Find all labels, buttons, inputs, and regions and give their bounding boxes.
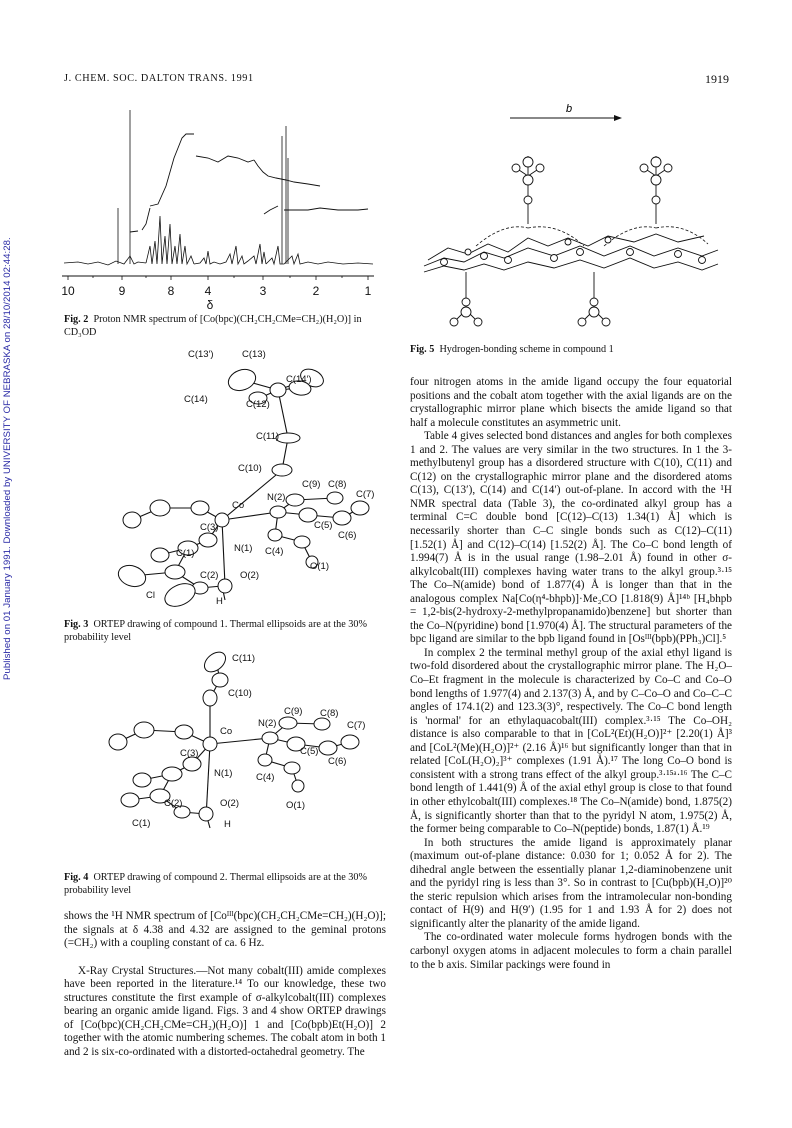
- page-number: 1919: [705, 72, 729, 86]
- atom-label: Cl: [146, 590, 155, 601]
- nmr-axis-symbol: δ: [206, 298, 214, 311]
- atom-label: C(1): [132, 818, 151, 829]
- atom-label: C(6): [328, 756, 347, 767]
- paragraph: In complex 2 the terminal methyl group of the axial ethyl ligand is two-fold disordered about the crystallographic mirror plane. The H₂O–Co–Et fragment in the molecule is characterized by Co–C and Co–O bond lengths of 1.977(4) and 2.137(3) Å, and by C–Co–O and Co–C–C angles of 174.1(2) and 123.3(3)°, respectively. The Co–C bond length is 'normal' for an ethylaquacobalt(III) complex.³·¹⁵ The Co–OH₂ distance is also comparable to that in [CoL²(Et)(H₂O)]²⁺ [2.20(1) Å]³ and [CoL²(Me)(H₂O)]²⁺ (2.16 Å)¹⁶ but significantly longer than that in related [CoL(H₂O)₂]³⁺ complexes (1.91 Å).¹⁷ The long Co–O bond is consistent with a strong trans effect of the alkyl group.³·¹⁵ᵃ·¹⁶ The C–C bond length of 1.441(9) Å of the axial ethyl group is close to that found in other ethylcobalt(III) complexes.¹⁸ The Co–N(amide) bond, 1.875(2) Å, is significantly shorter than that to the pyridyl N atom, 1.975(2) Å, the former being comparable to Co–N(peptide) bonds, 1.87(1) Å.¹⁹: [410, 646, 732, 836]
- atom-label: N(1): [214, 768, 233, 779]
- fig3-caption: [64, 619, 384, 644]
- atom-label: C(7): [347, 720, 366, 731]
- atom-label: C(8): [320, 708, 339, 719]
- atom-label: C(4): [265, 546, 284, 557]
- atom-label: C(10): [228, 688, 252, 699]
- hydrogen-bonding-scheme: [408, 96, 728, 341]
- nmr-tick: 2: [312, 284, 320, 298]
- fig2-caption-text: Proton NMR spectrum of [Co(bpc)(CH₂CH₂CMe=CH₂)(H₂O)] in CD₃OD: [64, 314, 362, 338]
- fig4-caption-text: ORTEP drawing of compound 2. Thermal ellipsoids are at the 30% probability level: [64, 872, 367, 896]
- fig3-caption-text: ORTEP drawing of compound 1. Thermal ellipsoids are at the 30% probability level: [64, 619, 367, 643]
- atom-label: O(1): [286, 800, 305, 811]
- nmr-tick: 10: [61, 284, 75, 298]
- nmr-spectrum: [58, 96, 378, 311]
- atom-label: C(9): [302, 479, 321, 490]
- atom-label: O(2): [220, 798, 239, 809]
- atom-label: C(10): [238, 463, 262, 474]
- atom-label: C(12): [246, 399, 270, 410]
- right-column-text: [410, 376, 732, 972]
- fig4-caption-label: Fig. 4: [64, 872, 89, 883]
- atom-label: N(1): [234, 543, 253, 554]
- fig5-caption: [410, 344, 730, 357]
- atom-label: C(11): [256, 431, 280, 442]
- atom-label: C(8): [328, 479, 347, 490]
- left-column-text: [64, 910, 386, 1059]
- atom-label: O(1): [310, 561, 329, 572]
- fig3-caption-label: Fig. 3: [64, 619, 89, 630]
- fig5-caption-label: Fig. 5: [410, 344, 435, 355]
- nmr-tick: 1: [364, 284, 372, 298]
- atom-label: N(2): [267, 492, 286, 503]
- atom-label: C(4): [256, 772, 275, 783]
- atom-label: C(9): [284, 706, 303, 717]
- atom-label: Co: [232, 500, 245, 511]
- atom-label: O(2): [240, 570, 259, 581]
- paragraph: In both structures the amide ligand is approximately planar (maximum out-of-plane distance: 0.030 for 1; 0.052 Å for 2). The dihedral angle between the essentially planar 1,2-diaminobenzene unit and the pyridyl ring is less than 3°. So in contrast to [Cu(bpb)(H₂O)]²⁰ the steric repulsion which arises from the intramolecular non-bonding contact of H(9) and H(9′) (1.95 for 1 and 1.93 Å for 2) does not significantly alter the planarity of the amide ligand.: [410, 836, 732, 930]
- atom-label: C(5): [300, 746, 319, 757]
- atom-label: C(13′): [188, 349, 214, 360]
- ortep-compound-2: [60, 648, 390, 864]
- nmr-tick: 3: [259, 284, 267, 298]
- atom-label: C(7): [356, 489, 375, 500]
- atom-label: C(3): [200, 522, 219, 533]
- atom-label: N(2): [258, 718, 277, 729]
- paragraph: four nitrogen atoms in the amide ligand occupy the four equatorial positions and the cobalt atom together with the axial ligands are on the crystallographic mirror plane which bisects the amide ligand so that half a molecule constitutes an asymmetric unit.: [410, 376, 732, 429]
- running-header: J. CHEM. SOC. DALTON TRANS. 1991: [64, 73, 254, 84]
- nmr-tick: 4: [204, 284, 212, 298]
- ortep-compound-1: [60, 340, 390, 608]
- paragraph: The co-ordinated water molecule forms hydrogen bonds with the carbonyl oxygen atoms in adjacent molecules to form a chain parallel to the b axis. Similar packings were found in: [410, 931, 732, 971]
- atom-label: Co: [220, 726, 233, 737]
- atom-label: C(14): [184, 394, 208, 405]
- atom-label: C(14′): [286, 374, 312, 385]
- atom-label: C(2): [164, 798, 183, 809]
- b-axis-label: b: [566, 103, 573, 115]
- atom-label: C(1): [176, 548, 195, 559]
- atom-label: C(2): [200, 570, 219, 581]
- atom-label: C(3): [180, 748, 199, 759]
- download-notice: [0, 60, 18, 680]
- fig4-caption: [64, 872, 384, 897]
- atom-label: H: [224, 819, 231, 830]
- fig2-caption: [64, 314, 384, 339]
- paragraph: shows the ¹H NMR spectrum of [Coᴵᴵᴵ(bpc)(CH₂CH₂CMe=CH₂)(H₂O)]; the signals at δ 4.38 and 4.32 are assigned to the geminal protons (=CH₂) with a coupling constant of ca. 6 Hz.: [64, 910, 386, 950]
- nmr-tick: 9: [118, 284, 126, 298]
- atom-label: C(5): [314, 520, 333, 531]
- atom-label: C(11): [232, 653, 256, 664]
- paragraph: X-Ray Crystal Structures.—Not many cobalt(III) amide complexes have been reported in the literature.¹⁴ To our knowledge, these two structures constitute the first example of σ-alkylcobalt(III) complexes bearing an organic amide ligand. Figs. 3 and 4 show ORTEP drawings of [Co(bpc)(CH₂CH₂CMe=CH₂)(H₂O)] 1 and [Co(bpb)Et(H₂O)] 2 together with the atomic numbering schemes. The cobalt atom in both 1 and 2 is six-co-ordinated with a distorted-octahedral geometry. The: [64, 964, 386, 1058]
- nmr-tick: 8: [167, 284, 175, 298]
- paragraph: Table 4 gives selected bond distances and angles for both complexes 1 and 2. The values are very similar in the two structures. In 1 the 3-methylbutenyl group has a disordered structure with C(10), C(11) and C(12) on the crystallographic mirror plane and the disordered atoms C(13), C(13′), C(14) and C(14′) out-of-plane. In accord with the ¹H NMR spectral data (Table 3), the co-ordinated alkyl group has a terminal C=C double bond [C(12)–C(13) 1.34(1) Å] which is necessarily shorter than C–C single bonds such as C(12)–C(11) [1.52(1) Å] and C(12)–C(14) [1.52(2) Å]. The Co–C bond length of 1.994(7) Å is in the usual range (1.98–2.01 Å) found in other σ-alkylcobalt(III) complexes having water trans to the alkyl group.³·¹⁵ The Co–N(amide) bond of 1.877(4) Å is longer than that in the analogous complex Na[Co(η⁴-bhpb)]·Me₂CO [1.818(9) Å]¹⁴ᵇ [H₄bhpb = 1,2-bis(2-hydroxy-2-methylpropanamido)benzene] but shorter than the Co–N(pyridine) bond [1.970(4) Å]. The structural parameters of the bpc ligand are similar to the bpb ligand found in [Osᴵᴵᴵ(bpb)(PPh₃)Cl].⁵: [410, 430, 732, 646]
- atom-label: C(13): [242, 349, 266, 360]
- atom-label: C(6): [338, 530, 357, 541]
- atom-label: H: [216, 596, 223, 607]
- fig5-caption-text: Hydrogen-bonding scheme in compound 1: [439, 344, 614, 355]
- download-notice-text: Published on 01 January 1991. Downloaded by UNIVERSITY OF NEBRASKA on 28/10/2014 02:44:28.: [2, 237, 13, 680]
- fig2-caption-label: Fig. 2: [64, 314, 89, 325]
